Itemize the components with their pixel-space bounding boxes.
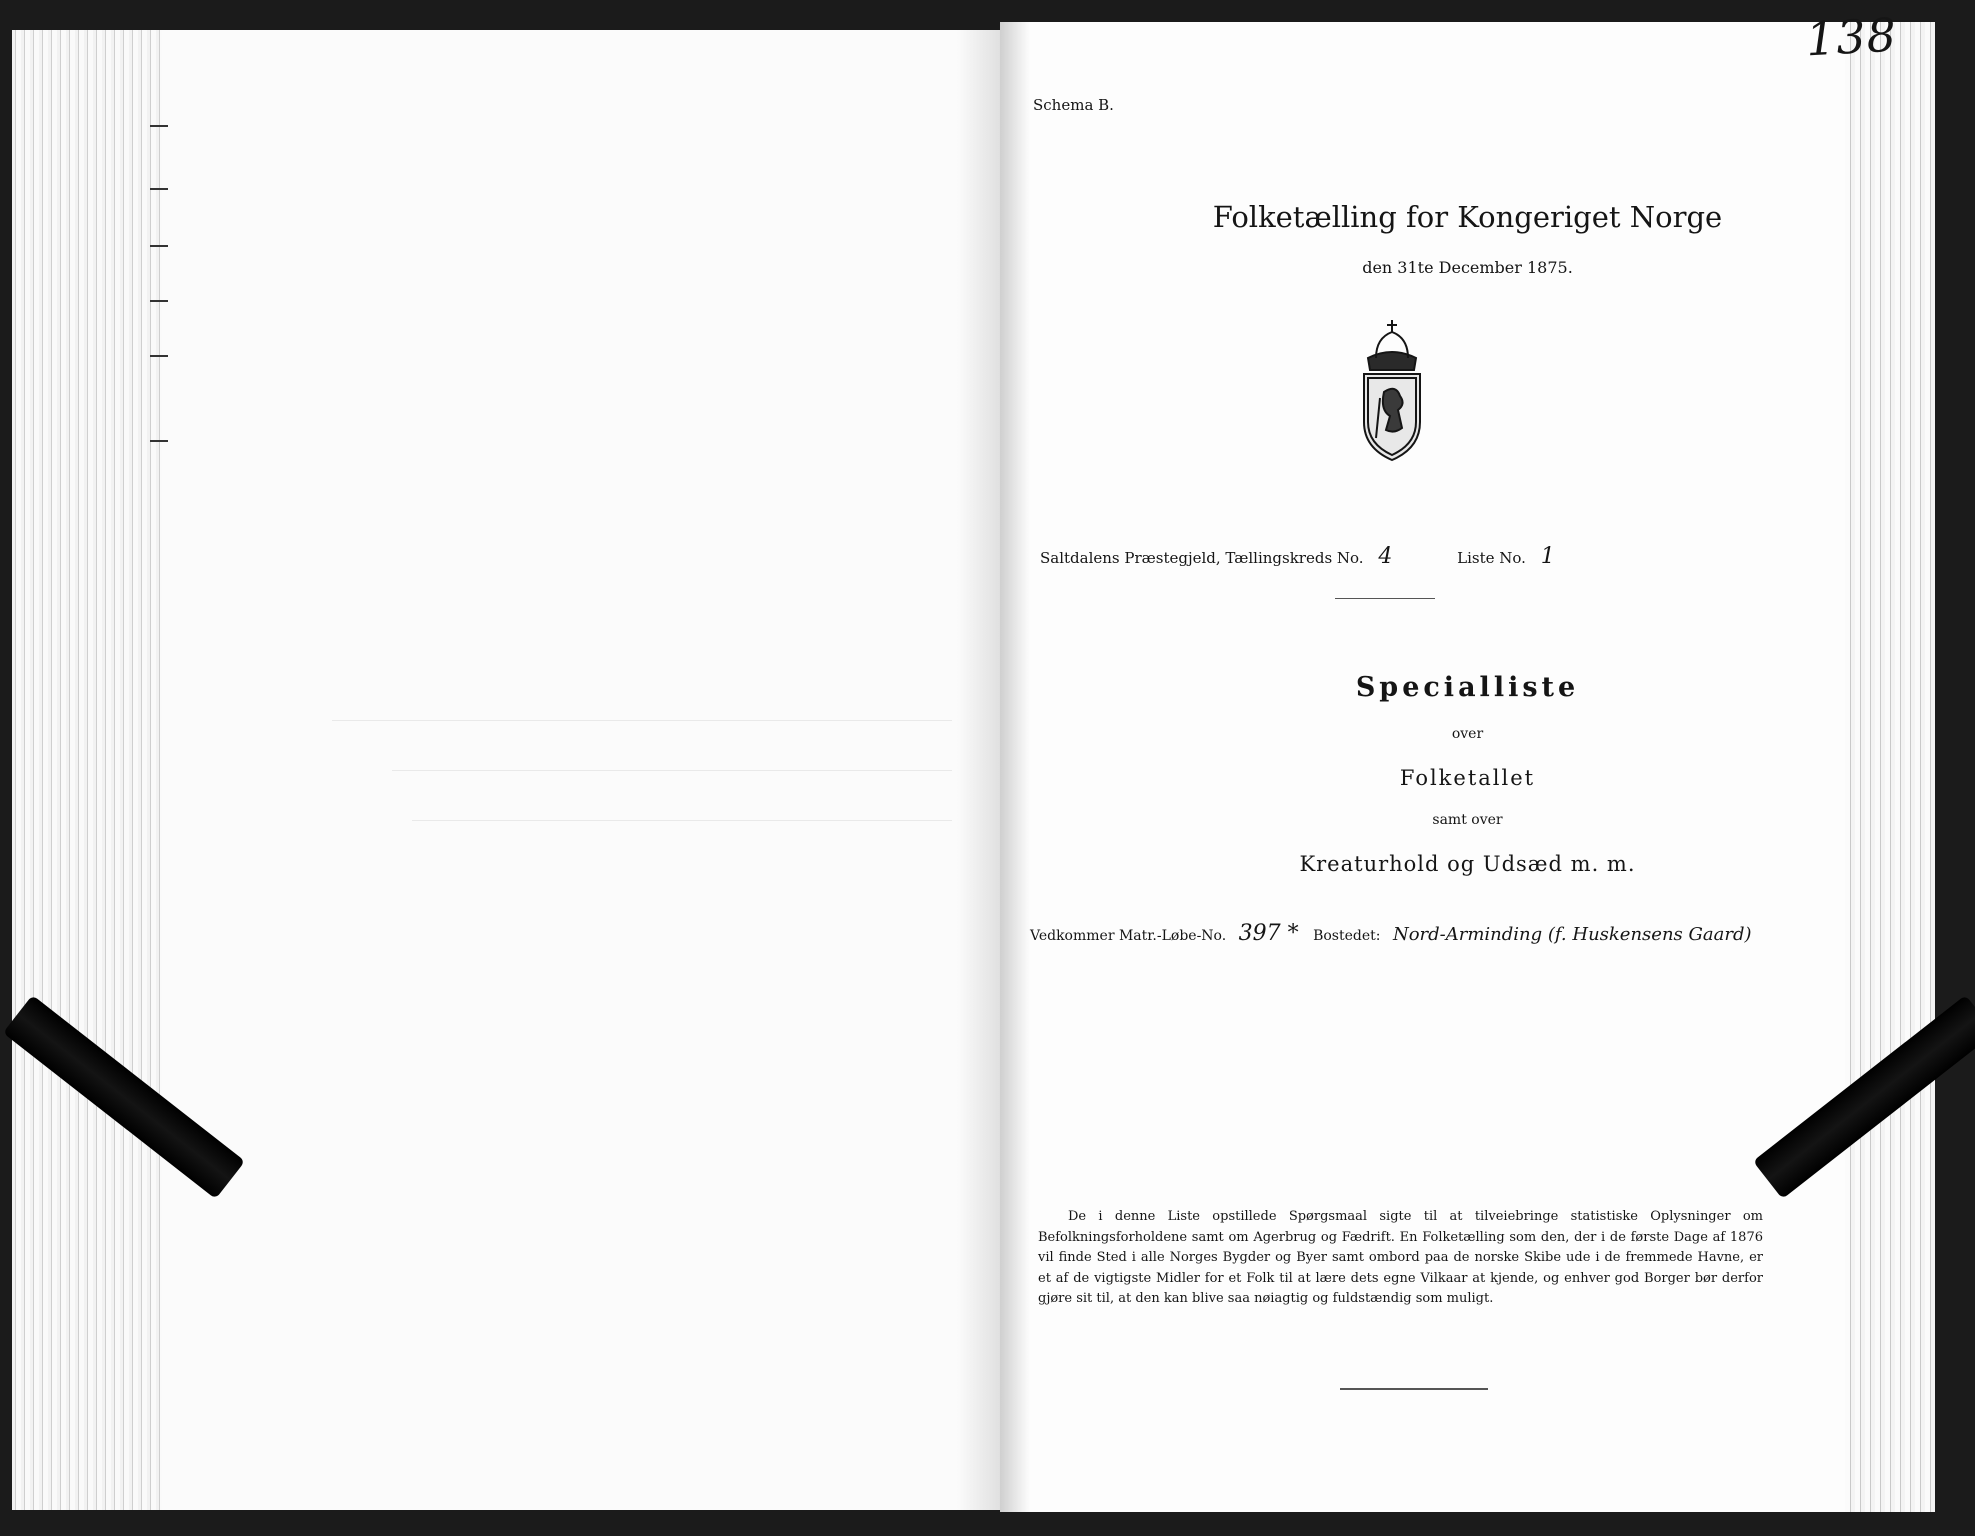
document-title: Folketælling for Kongeriget Norge <box>1212 200 1723 234</box>
folketallet-label: Folketallet <box>1399 766 1536 790</box>
list-number: 1 <box>1540 544 1555 569</box>
margin-tick <box>150 188 168 190</box>
short-divider <box>1335 598 1435 599</box>
norwegian-coat-of-arms-icon <box>1356 318 1428 466</box>
left-blank-page <box>12 30 1008 1510</box>
margin-tick <box>150 245 168 247</box>
document-date: den 31te December 1875. <box>1362 258 1573 277</box>
bleed-through-line <box>332 720 952 721</box>
samt-over-label: samt over <box>1432 812 1503 828</box>
margin-tick <box>150 125 168 127</box>
bleed-through-line <box>412 820 952 821</box>
margin-tick <box>150 300 168 302</box>
matrikkel-number: 397 * <box>1238 921 1299 946</box>
page-number: 138 <box>1804 7 1899 67</box>
bleed-through-line <box>392 770 952 771</box>
matrikkel-label: Vedkommer Matr.-Løbe-No. <box>1030 928 1227 944</box>
bottom-divider <box>1340 1388 1488 1390</box>
schema-label: Schema B. <box>1033 96 1114 114</box>
matrikkel-row <box>1030 921 1752 946</box>
margin-tick <box>150 355 168 357</box>
margin-tick <box>150 440 168 442</box>
location-row <box>1040 544 1555 569</box>
left-page-stack-edges <box>12 30 162 1510</box>
bosted-label: Bostedet: <box>1313 928 1381 944</box>
kreaturhold-label: Kreaturhold og Udsæd m. m. <box>1299 852 1636 876</box>
district-number: 4 <box>1378 544 1393 569</box>
bosted-value: Nord-Arminding (f. Huskensens Gaard) <box>1392 924 1752 945</box>
instructions-paragraph: De i denne Liste opstillede Spørgsmaal sigte til at tilveiebringe statistiske Oplysninger om Befolkningsforholdene samt om Agerbrug og Fædrift. En Folketælling som den, der i de første Dage af 1876 vil finde Sted i alle Norges Bygder og Byer samt ombord paa de norske Skibe ude i de fremmede Havne, er et af de vigtigste Midler for et Folk til at lære dets egne Vilkaar at kjende, og enhver god Borger bør derfor gjøre sit til, at den kan blive saa nøiagtig og fuldstændig som muligt. <box>1038 1209 1763 1306</box>
list-label: Liste No. <box>1457 549 1526 567</box>
over-label: over <box>1451 726 1484 742</box>
specialliste-title: Specialliste <box>1355 672 1580 703</box>
parish-label: Saltdalens Præstegjeld, Tællingskreds No. <box>1040 549 1364 567</box>
